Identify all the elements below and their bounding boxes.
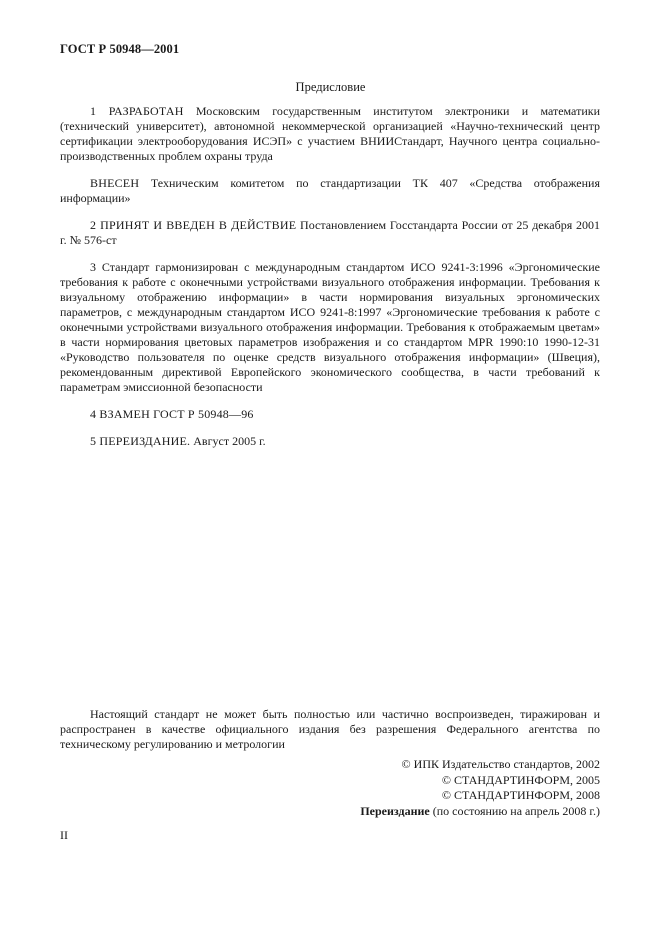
foreword-item-replaces	[60, 407, 600, 422]
page-title: Предисловие	[295, 80, 366, 94]
foreword-item-adopted	[60, 218, 600, 248]
item-text: Август 2005 г.	[190, 434, 266, 448]
item-text: Техническим комитетом по стандартизации ТК 407 «Средства отображения информации»	[60, 176, 600, 205]
item-lead: ВНЕСЕН	[90, 176, 140, 190]
item-lead: 4 ВЗАМЕН ГОСТ Р 50948—96	[90, 407, 254, 421]
item-lead: 2 ПРИНЯТ И ВВЕДЕН В ДЕЙСТВИЕ	[90, 218, 297, 232]
item-lead: 5 ПЕРЕИЗДАНИЕ.	[90, 434, 191, 448]
foreword-item-introduced	[60, 176, 600, 206]
page-number: II	[60, 828, 68, 842]
foreword-item-harmonized	[60, 260, 600, 395]
item-lead: 1 РАЗРАБОТАН	[90, 104, 184, 118]
reissue-text: (по состоянию на апрель 2008 г.)	[429, 803, 600, 818]
item-text: 3 Стандарт гармонизирован с международным стандартом ИСО 9241-3:1996 «Эргономические требования к работе с оконечными устройствами визуального отображения информации. Требования к визуальному отображению информации» в части нормирования визуальных эргономических параметров, с международным стандартом ИСО 9241-8:1997 «Эргономические требования к работе с оконечными устройствами визуального отображения информации. Требования к отображаемым цветам» в части нормирования цветовых параметров изображения и со стандартом MPR 1990:10 1990-12-31 «Руководство пользователя по оценке средств визуального отображения информации» (Швеция), рекомендованным директивой Европейского экономического сообщества, в части требований к параметрам эмиссионной безопасности	[60, 260, 600, 394]
copyright-block	[360, 757, 600, 819]
copyright-line: © ИПК Издательство стандартов, 2002	[401, 757, 600, 771]
foreword-item-developed	[60, 104, 600, 164]
standard-id: ГОСТ Р 50948—2001	[60, 42, 180, 56]
copyright-line: © СТАНДАРТИНФОРМ, 2005	[441, 772, 600, 787]
copyright-line: © СТАНДАРТИНФОРМ, 2008	[441, 788, 600, 802]
item-text: Московским государственным институтом электроники и математики (технический университет), автономной некоммерческой организацией «Научно-технический центр сертификации электрооборудования ИСЭП» с участием ВНИИСтандарт, Научного центра социально-производственных проблем охраны труда	[60, 104, 600, 163]
copyright-notice: Настоящий стандарт не может быть полностью или частично воспроизведен, тиражирован и распространен в качестве официального издания без разрешения Федерального агентства по техническому регулированию и метрологии	[60, 707, 600, 751]
reissue-line	[360, 804, 600, 820]
item-text: Постановлением Госстандарта России от 25 декабря 2001 г. № 576-ст	[60, 218, 601, 247]
foreword-item-reissue	[60, 434, 600, 449]
reissue-label: Переиздание	[360, 803, 430, 818]
foreword-body	[60, 104, 600, 461]
